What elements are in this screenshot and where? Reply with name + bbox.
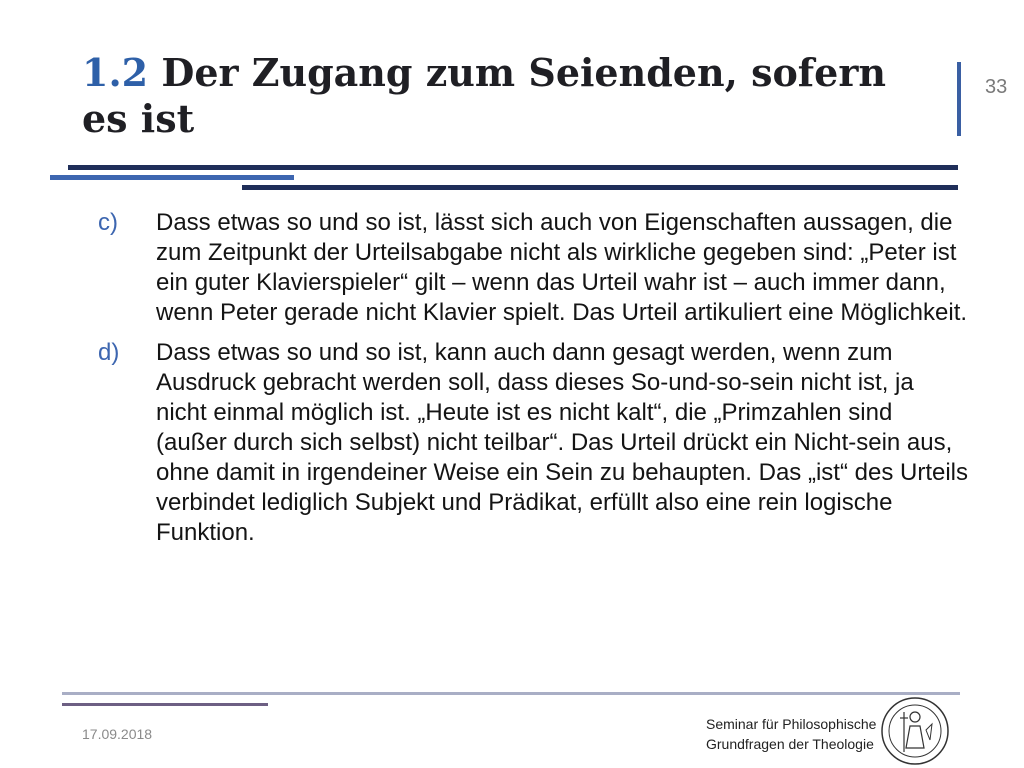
footer-date: 17.09.2018 <box>82 726 153 742</box>
list-item-text: Dass etwas so und so ist, kann auch dann gesagt werden, wenn zum Ausdruck gebracht werden soll, dass dieses So-und-so-sein nicht ist, ja nicht einmal möglich ist. „Heute ist es nicht kalt“, die „Primzahlen sind (außer durch sich selbst) nicht teilbar“. Das Urteil drückt ein Nicht-sein aus, ohne damit in irgendeiner Weise ein Sein zu behaupten. Das „ist“ des Urteils verbindet lediglich Subjekt und Prädikat, erfüllt also eine rein logische Funktion. <box>156 339 968 546</box>
header-rule-bottom <box>242 185 958 190</box>
university-seal-icon <box>880 696 950 766</box>
list-item <box>98 338 968 548</box>
list-marker: d) <box>98 339 120 366</box>
footer-seminar <box>706 714 876 754</box>
seminar-line-1: Seminar für Philosophische <box>706 716 877 732</box>
list-marker: c) <box>98 209 118 236</box>
list-item <box>98 208 968 328</box>
footer-rule-short <box>62 703 268 706</box>
slide-title <box>82 50 942 142</box>
slide-number: 33 <box>985 76 1008 98</box>
list-item-text: Dass etwas so und so ist, lässt sich auch von Eigenschaften aussagen, die zum Zeitpunkt der Urteilsabgabe nicht als wirkliche gegeben sind: „Peter ist ein guter Klavierspieler“ gilt – wenn das Urteil wahr ist – auch immer dann, wenn Peter gerade nicht Klavier spielt. Das Urteil artikuliert eine Möglichkeit. <box>156 209 968 326</box>
title-number: 1.2 <box>82 50 149 95</box>
footer-rule <box>62 692 960 695</box>
slide-content <box>98 208 968 558</box>
seminar-line-2: Grundfragen der Theologie <box>706 736 874 752</box>
title-vertical-bar <box>957 62 961 136</box>
header-rule-accent <box>50 175 294 180</box>
title-text: Der Zugang zum Seienden, sofern es ist <box>82 50 886 141</box>
header-rule-top <box>68 165 958 170</box>
